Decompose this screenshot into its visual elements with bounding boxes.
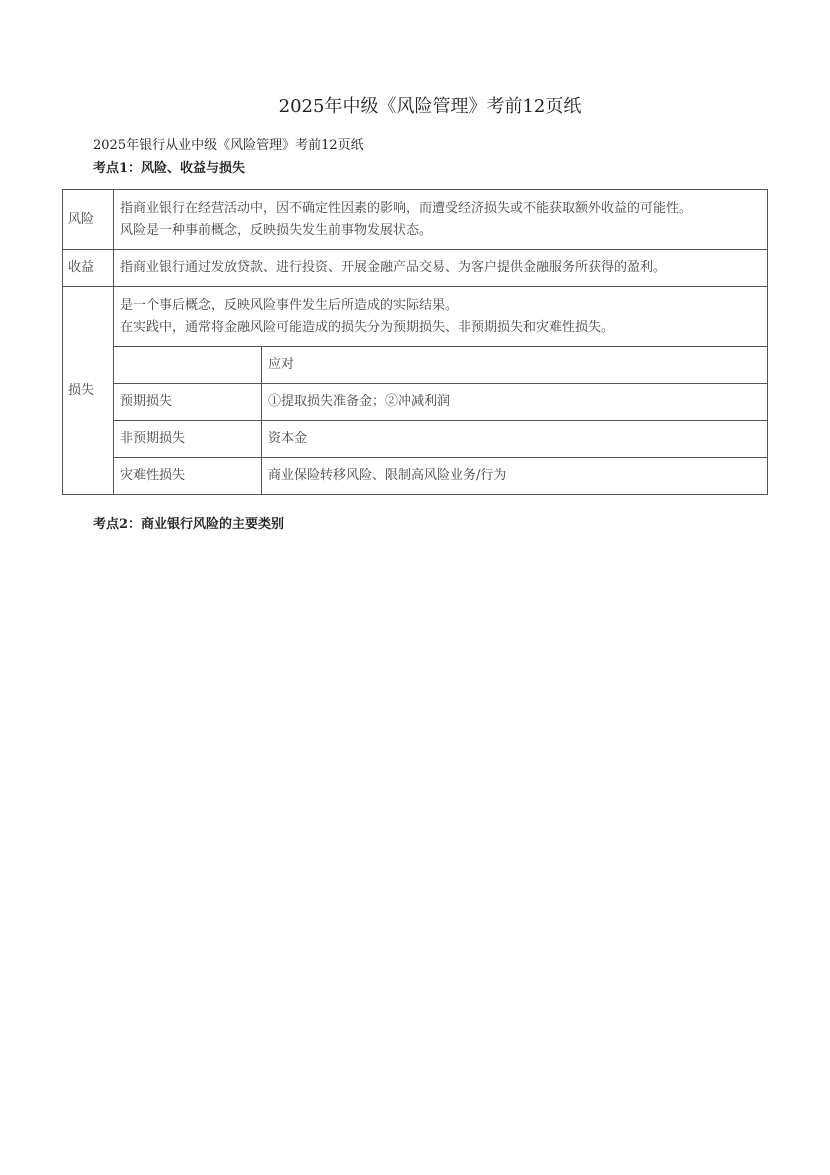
row-label-risk: 风险 [63, 190, 114, 250]
loss-description-cell [114, 287, 767, 347]
income-definition: 指商业银行通过发放贷款、进行投资、开展金融产品交易、为客户提供金融服务所获得的盈利。 [114, 250, 768, 287]
section-heading-1: 考点1：风险、收益与损失 [93, 161, 246, 176]
table-row-risk [63, 190, 768, 250]
loss-response-catastrophic: 商业保险转移风险、限制高风险业务/行为 [262, 458, 768, 495]
loss-classification: 在实践中，通常将金融风险可能造成的损失分为预期损失、非预期损失和灾难性损失。 [120, 319, 615, 335]
loss-type-catastrophic: 灾难性损失 [114, 458, 262, 495]
table-row-loss [63, 287, 768, 495]
risk-definition: 指商业银行在经营活动中，因不确定性因素的影响，而遭受经济损失或不能获取额外收益的可能性。 [120, 200, 693, 216]
risk-description-cell [114, 190, 768, 250]
table-row [114, 421, 767, 458]
table-row [114, 384, 767, 421]
document-subtitle: 2025年银行从业中级《风险管理》考前12页纸 [93, 138, 364, 153]
section-heading-2: 考点2：商业银行风险的主要类别 [93, 517, 285, 532]
row-label-income: 收益 [63, 250, 114, 287]
loss-definition: 是一个事后概念，反映风险事件发生后所造成的实际结果。 [120, 297, 459, 313]
loss-response-expected: ①提取损失准备金；②冲减利润 [262, 384, 768, 421]
loss-response-unexpected: 资本金 [262, 421, 768, 458]
document-title: 2025年中级《风险管理》考前12页纸 [278, 96, 582, 117]
risk-income-loss-table [62, 189, 768, 495]
subtable-header-response: 应对 [262, 347, 768, 384]
risk-note: 风险是一种事前概念，反映损失发生前事物发展状态。 [120, 222, 433, 238]
table-row [114, 458, 767, 495]
row-label-loss: 损失 [63, 287, 114, 495]
table-row-income [63, 250, 768, 287]
loss-description-row [114, 287, 767, 347]
loss-subtable [114, 287, 767, 494]
subtable-header-empty [114, 347, 262, 384]
loss-type-expected: 预期损失 [114, 384, 262, 421]
loss-subtable-header-row [114, 347, 767, 384]
loss-type-unexpected: 非预期损失 [114, 421, 262, 458]
loss-detail-cell [114, 287, 768, 495]
